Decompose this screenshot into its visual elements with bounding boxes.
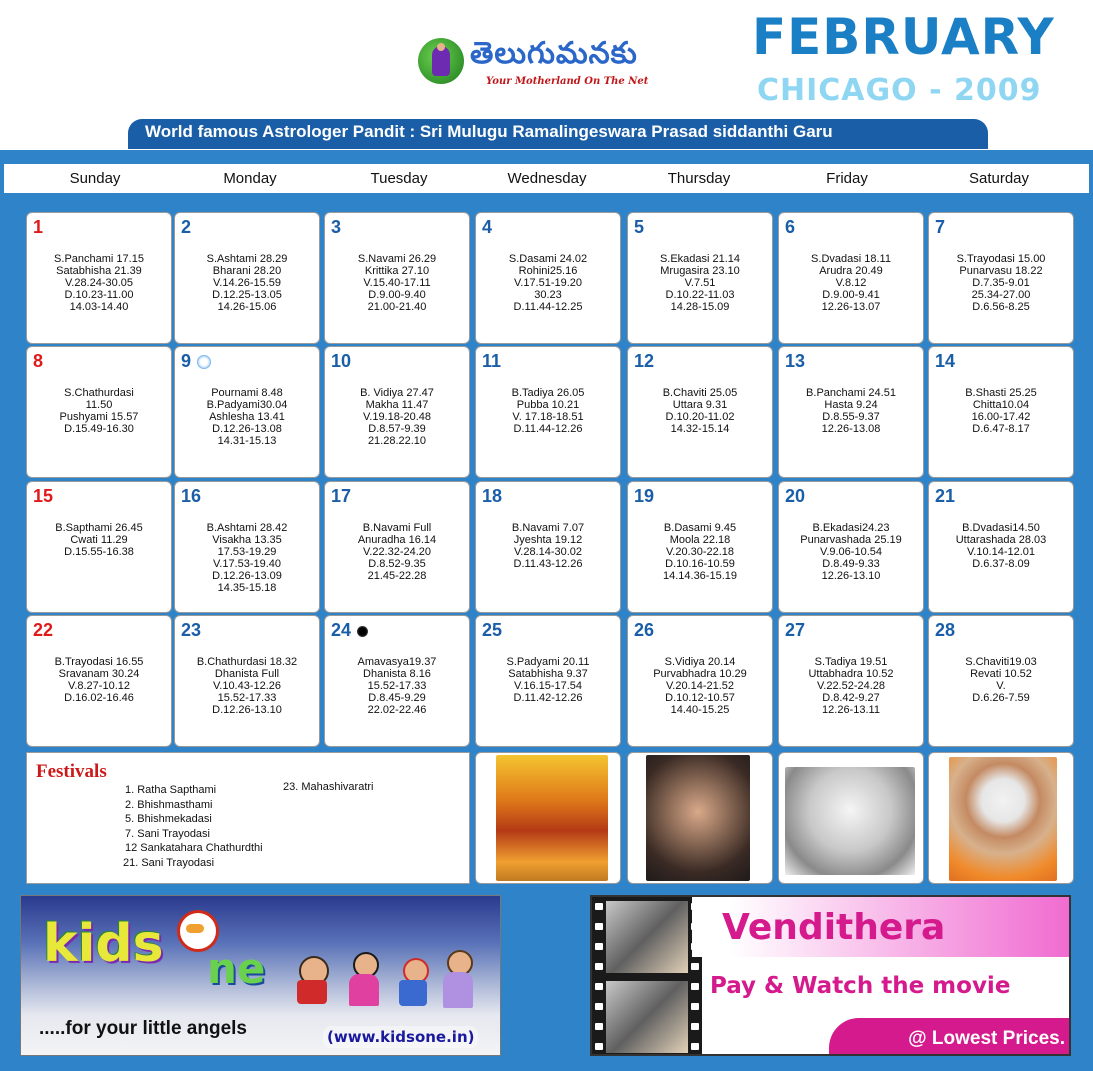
deity-image-cell — [475, 752, 621, 884]
panchang-details — [476, 656, 620, 704]
panchang-line: V.22.52-24.28 — [816, 680, 886, 692]
festival-item: 2. Bhishmasthami — [125, 798, 213, 811]
panchang-line: B.Panchami 24.51 — [806, 387, 896, 399]
panchang-line: Rohini25.16 — [518, 265, 578, 277]
panchang-line: Chitta10.04 — [972, 399, 1030, 411]
panchang-line: 12.26-13.10 — [821, 570, 881, 582]
panchang-details — [27, 522, 171, 558]
day-number: 4 — [482, 217, 493, 237]
vendithera-title: Vendithera — [722, 907, 946, 948]
panchang-details — [175, 387, 319, 447]
panchang-line: D.6.37-8.09 — [972, 558, 1030, 570]
day-number: 3 — [331, 217, 342, 237]
day-number: 2 — [181, 217, 192, 237]
panchang-line: 22.02-22.46 — [367, 704, 427, 716]
calendar-day-cell[interactable] — [475, 346, 621, 478]
day-number: 15 — [33, 486, 54, 506]
panchang-line: D.8.45-9.29 — [368, 692, 426, 704]
panchang-line: D.15.49-16.30 — [64, 423, 134, 435]
panchang-line: D.9.00-9.41 — [822, 289, 880, 301]
lowest-price-text: @ Lowest Prices. — [908, 1028, 1065, 1049]
panchang-line: B. Vidiya 27.47 — [360, 387, 434, 399]
panchang-line: Purvabhadra 10.29 — [653, 668, 747, 680]
calendar-day-cell[interactable] — [778, 481, 924, 613]
film-strip-icon — [592, 897, 702, 1056]
panchang-line: 14.35-15.18 — [217, 582, 277, 594]
calendar-day-cell[interactable] — [475, 615, 621, 747]
panchang-line: Arudra 20.49 — [819, 265, 883, 277]
panchang-line: S.Padyami 20.11 — [506, 656, 590, 668]
panchang-line: V.28.24-30.05 — [64, 277, 134, 289]
weekday-label: Saturday — [968, 170, 1030, 187]
panchang-line: V.15.40-17.11 — [363, 277, 431, 289]
panchang-details — [325, 387, 469, 447]
panchang-line: Ashlesha 13.41 — [209, 411, 285, 423]
day-number: 16 — [181, 486, 202, 506]
panchang-line: D.8.42-9.27 — [822, 692, 880, 704]
panchang-line: V.28.14-30.02 — [513, 546, 583, 558]
panchang-line: D.10.16-10.59 — [665, 558, 735, 570]
day-number: 9 — [181, 351, 192, 371]
panchang-line: D.6.26-7.59 — [972, 692, 1030, 704]
panchang-line: 14.32-15.14 — [670, 423, 730, 435]
panchang-line: S.Navami 26.29 — [357, 253, 437, 265]
day-number: 17 — [331, 486, 352, 506]
panchang-line: 12.26-13.08 — [821, 423, 881, 435]
panchang-details — [628, 522, 772, 582]
day-number: 28 — [935, 620, 956, 640]
panchang-line: 16.00-17.42 — [971, 411, 1031, 423]
calendar-day-cell[interactable] — [324, 212, 470, 344]
panchang-line: B.Chaviti 25.05 — [662, 387, 738, 399]
cartoon-kids-icon — [291, 950, 481, 1010]
weekday-label: Monday — [223, 170, 277, 187]
calendar-day-cell[interactable] — [174, 346, 320, 478]
panchang-line: 12.26-13.11 — [822, 704, 880, 716]
panchang-line: S.Panchami 17.15 — [54, 253, 144, 265]
logo-tagline: Your Motherland On The Net — [486, 76, 649, 87]
panchang-line: 12.26-13.07 — [821, 301, 881, 313]
panchang-line: D.6.56-8.25 — [972, 301, 1030, 313]
panchang-line: D.12.25-13.05 — [212, 289, 282, 301]
panchang-line: B.Shasti 25.25 — [965, 387, 1037, 399]
panchang-line: D.10.22-11.03 — [665, 289, 735, 301]
day-number: 8 — [33, 351, 44, 371]
panchang-line: Bharani 28.20 — [212, 265, 282, 277]
panchang-details — [27, 253, 171, 313]
panchang-line: Krittika 27.10 — [364, 265, 430, 277]
panchang-line: Moola 22.18 — [669, 534, 731, 546]
panchang-line: Sravanam 30.24 — [58, 668, 140, 680]
panchang-details — [779, 387, 923, 435]
calendar-day-cell[interactable] — [627, 346, 773, 478]
panchang-line: 15.52-17.33 — [367, 680, 427, 692]
panchang-line: Cwati 11.29 — [70, 534, 128, 546]
panchang-line: B.Navami Full — [362, 522, 432, 534]
logo-text[interactable]: తెలుగుమనకు — [470, 36, 638, 71]
panchang-line: Revati 10.52 — [970, 668, 1032, 680]
day-number: 7 — [935, 217, 946, 237]
panchang-line: Visakha 13.35 — [212, 534, 282, 546]
calendar-day-cell[interactable] — [174, 481, 320, 613]
panchang-line: 21.45-22.28 — [367, 570, 427, 582]
panchang-line: 21.28.22.10 — [367, 435, 427, 447]
panchang-line: V.17.53-19.40 — [212, 558, 282, 570]
day-number: 12 — [634, 351, 655, 371]
panchang-line: S.Vidiya 20.14 — [664, 656, 736, 668]
shiva-image — [646, 755, 750, 881]
calendar-day-cell[interactable] — [928, 481, 1074, 613]
panchang-line: D.8.49-9.33 — [822, 558, 880, 570]
day-number: 13 — [785, 351, 806, 371]
panchang-line: Uttara 9.31 — [672, 399, 728, 411]
day-number: 6 — [785, 217, 796, 237]
festival-item: 23. Mahashivaratri — [283, 781, 374, 793]
calendar-day-cell[interactable] — [26, 212, 172, 344]
logo-icon[interactable] — [418, 38, 464, 84]
vendithera-subtitle: Pay & Watch the movie — [710, 973, 1011, 999]
panchang-line: 21.00-21.40 — [367, 301, 427, 313]
panchang-line: V.8.12 — [835, 277, 867, 289]
day-number: 18 — [482, 486, 503, 506]
panchang-line: S.Dvadasi 18.11 — [811, 253, 891, 265]
panchang-line: Pubba 10.21 — [516, 399, 580, 411]
kidsone-ad[interactable] — [20, 895, 501, 1056]
day-number: 5 — [634, 217, 645, 237]
calendar-day-cell[interactable] — [778, 212, 924, 344]
panchang-line: B.Tadiya 26.05 — [511, 387, 585, 399]
panchang-line: V.14.26-15.59 — [212, 277, 282, 289]
panchang-line: V.19.18-20.48 — [362, 411, 432, 423]
panchang-line: B.Dvadasi14.50 — [962, 522, 1040, 534]
panchang-line: B.Navami 7.07 — [511, 522, 585, 534]
panchang-line: D.11.44-12.26 — [513, 423, 583, 435]
sai-baba-image — [949, 757, 1057, 881]
panchang-line: Jyeshta 19.12 — [513, 534, 583, 546]
panchang-details — [929, 253, 1073, 313]
festival-item: 7. Sani Trayodasi — [125, 827, 210, 840]
panchang-line: D.10.23-11.00 — [64, 289, 134, 301]
panchang-line: V.17.51-19.20 — [513, 277, 583, 289]
panchang-line: D.11.44-12.25 — [513, 301, 583, 313]
panchang-line: 14.26-15.06 — [217, 301, 277, 313]
panchang-line: D.8.55-9.37 — [822, 411, 880, 423]
calendar-day-cell[interactable] — [475, 212, 621, 344]
header — [0, 0, 1093, 150]
calendar-day-cell[interactable] — [174, 615, 320, 747]
panchang-line: D.11.42-12.26 — [513, 692, 583, 704]
weekday-label: Tuesday — [370, 170, 428, 187]
panchang-line: V. — [996, 680, 1006, 692]
day-number: 10 — [331, 351, 352, 371]
panchang-line: Dhanista 8.16 — [363, 668, 431, 680]
panchang-line: V.7.51 — [684, 277, 716, 289]
panchang-line: S.Dasami 24.02 — [508, 253, 588, 265]
festival-item: 5. Bhishmekadasi — [125, 813, 212, 825]
day-number: 11 — [482, 351, 502, 371]
calendar-day-cell[interactable] — [928, 212, 1074, 344]
panchang-details — [27, 656, 171, 704]
panchang-line: 14.14.36-15.19 — [662, 570, 737, 582]
new-moon-icon — [357, 626, 368, 637]
ne-brand: ne — [207, 944, 266, 993]
panchang-line: V.20.14-21.52 — [665, 680, 735, 692]
panchang-line: D.12.26-13.09 — [212, 570, 282, 582]
panchang-line: 14.31-15.13 — [217, 435, 277, 447]
panchang-line: Satabhisha 9.37 — [508, 668, 588, 680]
panchang-line: Anuradha 16.14 — [357, 534, 437, 546]
day-number: 27 — [785, 620, 806, 640]
calendar-day-cell[interactable] — [324, 481, 470, 613]
pandit-text: World famous Astrologer Pandit : Sri Mulugu Ramalingeswara Prasad siddanthi Garu — [145, 122, 833, 141]
panchang-line: 14.40-15.25 — [670, 704, 730, 716]
panchang-line: Pushyami 15.57 — [59, 411, 139, 423]
day-number: 1 — [33, 217, 44, 237]
calendar-day-cell[interactable] — [928, 346, 1074, 478]
panchang-line: V.10.43-12.26 — [212, 680, 282, 692]
panchang-line: V. 17.18-18.51 — [512, 411, 584, 423]
day-number: 21 — [935, 486, 956, 506]
panchang-line: 30.23 — [534, 289, 562, 301]
full-moon-icon — [197, 355, 211, 369]
panchang-line: V.22.32-24.20 — [362, 546, 432, 558]
panchang-details — [628, 253, 772, 313]
calendar-day-cell[interactable] — [778, 346, 924, 478]
day-number: 26 — [634, 620, 655, 640]
festivals-panel — [26, 752, 470, 884]
calendar-day-cell[interactable] — [324, 615, 470, 747]
panchang-details — [325, 656, 469, 716]
day-number: 25 — [482, 620, 503, 640]
panchang-line: 11.50 — [85, 399, 113, 411]
panchang-details — [325, 522, 469, 582]
panchang-details — [175, 522, 319, 594]
panchang-line: V.8.27-10.12 — [68, 680, 130, 692]
panchang-line: B.Padyami30.04 — [206, 399, 288, 411]
month-title: FEBRUARY — [752, 8, 1055, 66]
panchang-details — [27, 387, 171, 435]
panchang-line: 25.34-27.00 — [971, 289, 1031, 301]
panchang-line: D.8.57-9.39 — [368, 423, 426, 435]
panchang-line: B.Sapthami 26.45 — [55, 522, 143, 534]
panchang-line: V.20.30-22.18 — [665, 546, 735, 558]
panchang-details — [476, 387, 620, 435]
panchang-line: Pournami 8.48 — [211, 387, 283, 399]
calendar-day-cell[interactable] — [627, 481, 773, 613]
panchang-line: S.Trayodasi 15.00 — [956, 253, 1046, 265]
panchang-line: D.12.26-13.10 — [212, 704, 282, 716]
panchang-line: 17.53-19.29 — [217, 546, 277, 558]
panchang-details — [779, 253, 923, 313]
festival-item: 12 Sankatahara Chathurdthi — [125, 842, 263, 854]
calendar-day-cell[interactable] — [928, 615, 1074, 747]
radha-krishna-image — [785, 767, 915, 875]
panchang-line: S.Tadiya 19.51 — [814, 656, 888, 668]
panchang-line: V.16.15-17.54 — [513, 680, 583, 692]
day-number: 24 — [331, 620, 352, 640]
panchang-details — [929, 656, 1073, 704]
panchang-line: Makha 11.47 — [365, 399, 429, 411]
calendar-day-cell[interactable] — [778, 615, 924, 747]
festivals-list — [125, 783, 263, 870]
panchang-line: V.10.14-12.01 — [966, 546, 1036, 558]
city-year-title: CHICAGO - 2009 — [757, 73, 1042, 108]
calendar-day-cell[interactable] — [475, 481, 621, 613]
panchang-details — [929, 387, 1073, 435]
panchang-line: S.Ashtami 28.29 — [206, 253, 288, 265]
weekday-label: Wednesday — [507, 170, 587, 187]
panchang-details — [476, 253, 620, 313]
day-number: 23 — [181, 620, 202, 640]
deity-image-cell — [627, 752, 773, 884]
panchang-line: Hasta 9.24 — [824, 399, 878, 411]
panchang-line: 14.28-15.09 — [670, 301, 730, 313]
panchang-details — [628, 656, 772, 716]
panchang-details — [175, 656, 319, 716]
day-number: 19 — [634, 486, 655, 506]
vendithera-ad[interactable] — [590, 895, 1071, 1056]
narasimha-image — [496, 755, 608, 881]
panchang-line: B.Dasami 9.45 — [663, 522, 737, 534]
panchang-line: D.7.35-9.01 — [972, 277, 1030, 289]
panchang-details — [779, 656, 923, 716]
panchang-line: D.11.43-12.26 — [513, 558, 583, 570]
festival-item: 1. Ratha Sapthami — [125, 784, 217, 796]
calendar-day-cell[interactable] — [324, 346, 470, 478]
panchang-line: Uttarashada 28.03 — [955, 534, 1047, 546]
panchang-line: D.9.00-9.40 — [368, 289, 426, 301]
panchang-line: Punarvashada 25.19 — [800, 534, 902, 546]
festival-item: 21. Sani Trayodasi — [123, 856, 215, 869]
kids-brand: kids — [43, 914, 164, 974]
panchang-line: S.Ekadasi 21.14 — [659, 253, 741, 265]
kids-tagline: .....for your little angels — [39, 1018, 247, 1039]
panchang-line: 15.52-17.33 — [217, 692, 277, 704]
calendar-day-cell[interactable] — [26, 481, 172, 613]
panchang-details — [929, 522, 1073, 570]
panchang-line: Satabhisha 21.39 — [56, 265, 142, 277]
kids-url-link[interactable]: (www.kidsone.in) — [323, 1026, 478, 1048]
panchang-line: Punarvasu 18.22 — [959, 265, 1043, 277]
calendar-day-cell[interactable] — [627, 212, 773, 344]
weekday-label: Thursday — [667, 170, 731, 187]
panchang-line: D.12.26-13.08 — [212, 423, 282, 435]
deity-image-cell — [928, 752, 1074, 884]
panchang-line: D.10.20-11.02 — [665, 411, 735, 423]
panchang-line: Dhanista Full — [214, 668, 280, 680]
festivals-title: Festivals — [36, 761, 107, 782]
panchang-line: Mrugasira 23.10 — [660, 265, 740, 277]
weekday-label: Sunday — [69, 170, 121, 187]
panchang-line: B.Ashtami 28.42 — [206, 522, 288, 534]
panchang-line: S.Chathurdasi — [64, 387, 134, 399]
panchang-details — [476, 522, 620, 570]
panchang-line: B.Ekadasi24.23 — [812, 522, 890, 534]
panchang-line: B.Trayodasi 16.55 — [54, 656, 144, 668]
panchang-line: D.15.55-16.38 — [64, 546, 134, 558]
calendar-day-cell[interactable] — [627, 615, 773, 747]
panchang-details — [325, 253, 469, 313]
panchang-line: B.Chathurdasi 18.32 — [196, 656, 298, 668]
panchang-line: D.6.47-8.17 — [972, 423, 1030, 435]
day-number: 14 — [935, 351, 956, 371]
weekday-label: Friday — [826, 170, 868, 187]
panchang-line: D.16.02-16.46 — [64, 692, 134, 704]
panchang-details — [175, 253, 319, 313]
day-number: 22 — [33, 620, 54, 640]
panchang-line: V.9.06-10.54 — [820, 546, 882, 558]
panchang-line: Amavasya19.37 — [357, 656, 437, 668]
deity-image-cell — [778, 752, 924, 884]
panchang-line: D.8.52-9.35 — [368, 558, 426, 570]
panchang-details — [628, 387, 772, 435]
panchang-line: 14.03-14.40 — [69, 301, 129, 313]
day-number: 20 — [785, 486, 806, 506]
calendar-day-cell[interactable] — [26, 346, 172, 478]
calendar-day-cell[interactable] — [174, 212, 320, 344]
calendar-day-cell[interactable] — [26, 615, 172, 747]
panchang-line: D.10.12-10.57 — [665, 692, 735, 704]
panchang-line: Uttabhadra 10.52 — [808, 668, 894, 680]
panchang-line: S.Chaviti19.03 — [965, 656, 1037, 668]
panchang-details — [779, 522, 923, 582]
